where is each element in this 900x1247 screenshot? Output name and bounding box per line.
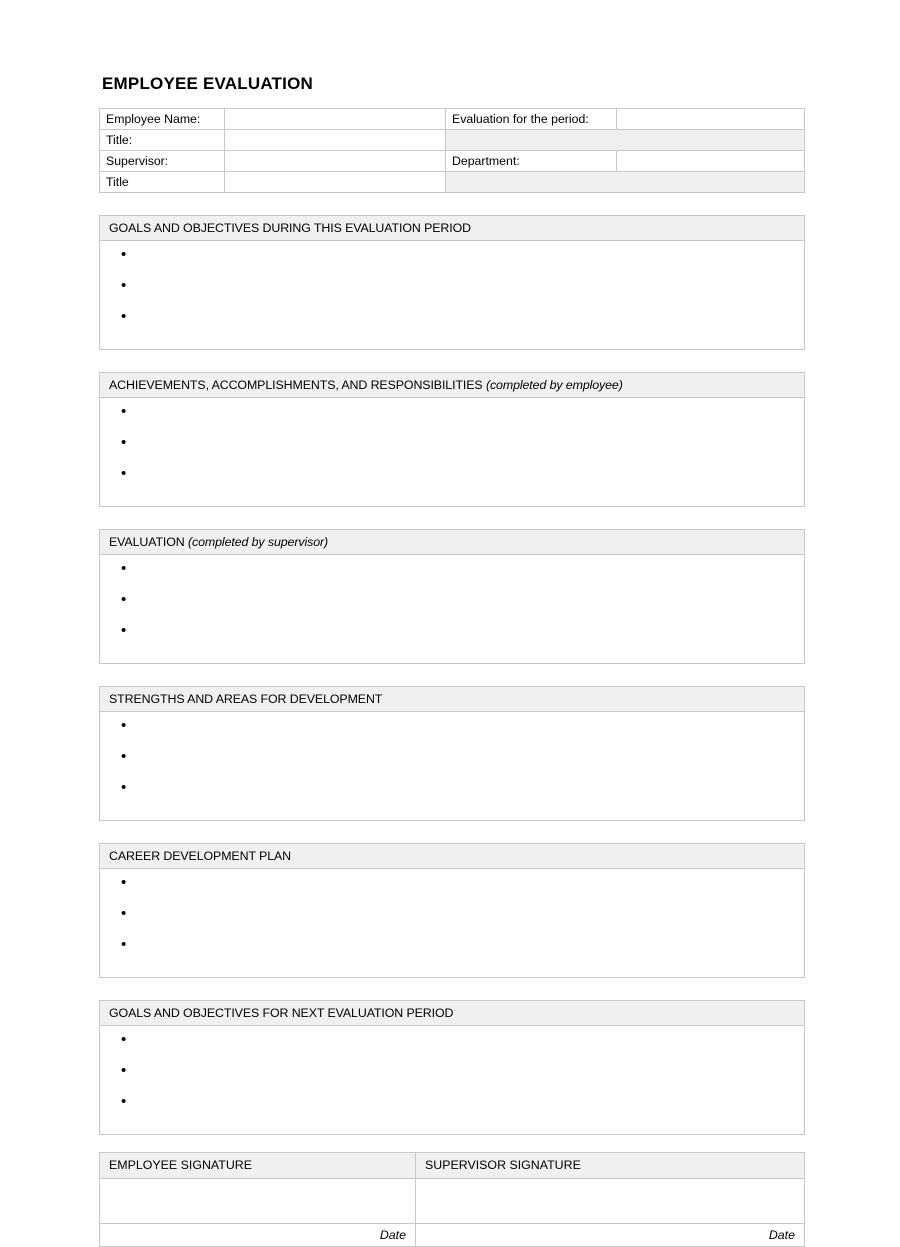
table-row <box>100 1153 805 1179</box>
employee-evaluation-form <box>99 0 805 1247</box>
evaluation-section <box>99 843 805 978</box>
list-item[interactable] <box>100 1063 804 1094</box>
section-heading-note: (completed by employee) <box>485 378 623 392</box>
supervisor-date-label: Date <box>416 1224 805 1247</box>
section-heading <box>100 372 804 398</box>
section-heading <box>100 843 804 869</box>
bullet-icon: • <box>121 434 127 451</box>
bullet-icon: • <box>121 779 127 796</box>
evaluation-section <box>99 529 805 664</box>
section-heading-text: GOALS AND OBJECTIVES FOR NEXT EVALUATION PERIOD <box>109 1006 454 1020</box>
section-body <box>100 869 804 977</box>
bullet-icon: • <box>121 560 127 577</box>
list-item[interactable] <box>100 906 804 937</box>
evaluation-section <box>99 1000 805 1135</box>
employee-name-input[interactable] <box>225 109 446 130</box>
department-input[interactable] <box>617 151 805 172</box>
supervisor-title-label: Title <box>100 172 225 193</box>
section-heading <box>100 686 804 712</box>
bullet-icon: • <box>121 717 127 734</box>
bullet-icon: • <box>121 308 127 325</box>
bullet-icon: • <box>121 1093 127 1110</box>
table-row <box>100 1179 805 1224</box>
section-heading <box>100 1000 804 1026</box>
evaluation-section <box>99 686 805 821</box>
employee-signature-field[interactable] <box>100 1179 416 1224</box>
table-row <box>100 109 805 130</box>
section-body <box>100 398 804 506</box>
supervisor-title-input[interactable] <box>225 172 446 193</box>
supervisor-input[interactable] <box>225 151 446 172</box>
list-item[interactable] <box>100 561 804 592</box>
row2-filler-cell <box>446 130 805 151</box>
employee-date-label: Date <box>100 1224 416 1247</box>
bullet-icon: • <box>121 465 127 482</box>
bullet-icon: • <box>121 936 127 953</box>
evaluation-sections <box>99 215 805 1135</box>
list-item[interactable] <box>100 592 804 623</box>
section-heading <box>100 529 804 555</box>
employee-identity-table <box>99 108 805 193</box>
bullet-icon: • <box>121 748 127 765</box>
list-item[interactable] <box>100 278 804 309</box>
evaluation-period-label: Evaluation for the period: <box>446 109 617 130</box>
list-item[interactable] <box>100 875 804 906</box>
list-item[interactable] <box>100 466 804 497</box>
list-item[interactable] <box>100 247 804 278</box>
bullet-icon: • <box>121 905 127 922</box>
section-heading <box>100 215 804 241</box>
list-item[interactable] <box>100 623 804 654</box>
table-row <box>100 172 805 193</box>
evaluation-section <box>99 372 805 507</box>
employee-title-input[interactable] <box>225 130 446 151</box>
table-row <box>100 1224 805 1247</box>
bullet-icon: • <box>121 1031 127 1048</box>
section-heading-text: EVALUATION <box>109 535 185 549</box>
list-item[interactable] <box>100 1094 804 1125</box>
supervisor-signature-field[interactable] <box>416 1179 805 1224</box>
list-item[interactable] <box>100 780 804 811</box>
list-item[interactable] <box>100 435 804 466</box>
table-row <box>100 151 805 172</box>
bullet-icon: • <box>121 277 127 294</box>
department-label: Department: <box>446 151 617 172</box>
section-heading-note: (completed by supervisor) <box>188 535 329 549</box>
page-title: EMPLOYEE EVALUATION <box>102 74 313 93</box>
evaluation-period-input[interactable] <box>617 109 805 130</box>
section-heading-text: GOALS AND OBJECTIVES DURING THIS EVALUATION PERIOD <box>109 221 471 235</box>
list-item[interactable] <box>100 1032 804 1063</box>
signature-block <box>99 1152 804 1247</box>
list-item[interactable] <box>100 404 804 435</box>
table-row <box>100 130 805 151</box>
bullet-icon: • <box>121 246 127 263</box>
evaluation-section <box>99 215 805 350</box>
list-item[interactable] <box>100 937 804 968</box>
bullet-icon: • <box>121 403 127 420</box>
bullet-icon: • <box>121 1062 127 1079</box>
section-body <box>100 1026 804 1134</box>
bullet-icon: • <box>121 591 127 608</box>
supervisor-label: Supervisor: <box>100 151 225 172</box>
list-item[interactable] <box>100 749 804 780</box>
signature-table <box>99 1152 805 1247</box>
employee-signature-heading: EMPLOYEE SIGNATURE <box>100 1153 416 1179</box>
supervisor-signature-heading: SUPERVISOR SIGNATURE <box>416 1153 805 1179</box>
bullet-icon: • <box>121 622 127 639</box>
employee-name-label: Employee Name: <box>100 109 225 130</box>
list-item[interactable] <box>100 718 804 749</box>
section-heading-text: STRENGTHS AND AREAS FOR DEVELOPMENT <box>109 692 383 706</box>
bullet-icon: • <box>121 874 127 891</box>
list-item[interactable] <box>100 309 804 340</box>
section-heading-text: ACHIEVEMENTS, ACCOMPLISHMENTS, AND RESPONSIBILITIES <box>109 378 483 392</box>
employee-title-label: Title: <box>100 130 225 151</box>
row4-filler-cell <box>446 172 805 193</box>
section-heading-text: CAREER DEVELOPMENT PLAN <box>109 849 292 863</box>
section-body <box>100 241 804 349</box>
section-body <box>100 555 804 663</box>
section-body <box>100 712 804 820</box>
